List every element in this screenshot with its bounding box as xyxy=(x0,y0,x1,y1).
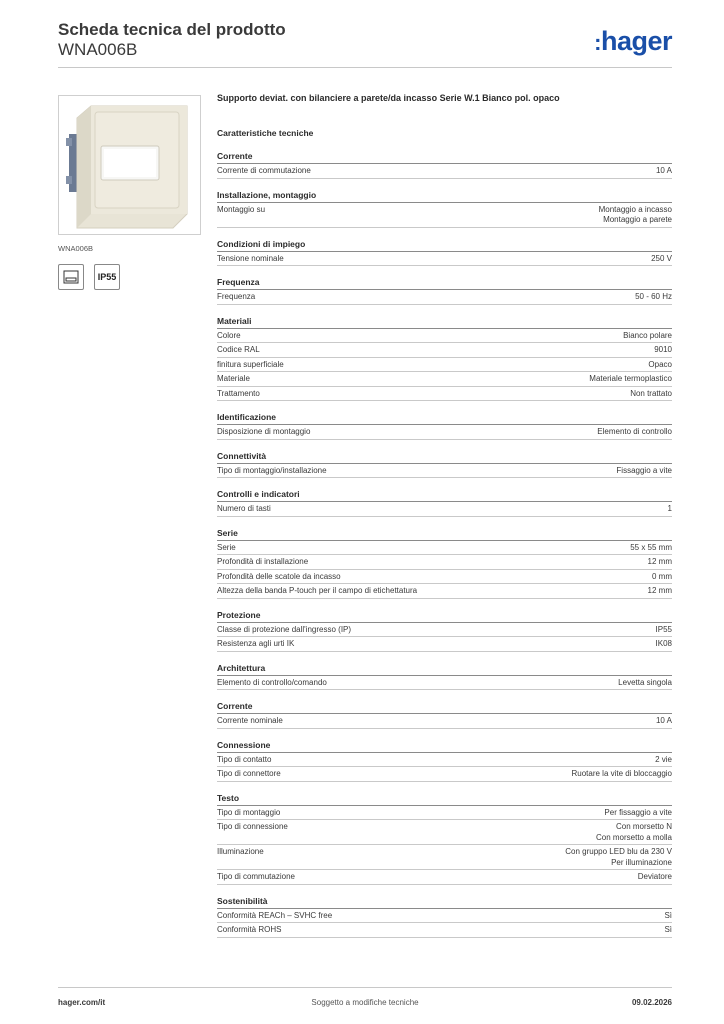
spec-value-line: Non trattato xyxy=(630,388,672,398)
spec-value xyxy=(648,586,672,597)
spec-value-line: Sì xyxy=(664,910,672,920)
spec-value xyxy=(668,504,672,515)
spec-row xyxy=(217,909,672,924)
spec-row xyxy=(217,753,672,768)
spec-value-line: Sì xyxy=(664,925,672,934)
spec-value xyxy=(589,374,672,385)
spec-label: Colore xyxy=(217,330,241,340)
spec-value xyxy=(635,292,672,303)
spec-label: Classe di protezione dall'ingresso (IP) xyxy=(217,624,352,634)
spec-value-line: 10 A xyxy=(655,166,672,175)
product-image xyxy=(58,95,201,235)
spec-value xyxy=(596,822,672,843)
spec-value-line: Montaggio a parete xyxy=(603,215,672,224)
spec-section xyxy=(217,663,672,691)
spec-value-line: Con gruppo LED blu da 230 V xyxy=(565,847,672,856)
spec-row xyxy=(217,714,672,729)
spec-value-line: 250 V xyxy=(651,253,672,263)
product-code: WNA006B xyxy=(58,40,138,59)
spec-label: Tipo di montaggio xyxy=(217,807,281,817)
spec-section-title: Serie xyxy=(217,528,672,541)
product-description: Supporto deviat. con bilanciere a parete/da incasso Serie W.1 Bianco pol. opaco xyxy=(217,93,560,103)
spec-value xyxy=(654,345,672,356)
spec-value-line: Con morsetto a molla xyxy=(595,832,672,842)
spec-value xyxy=(652,572,672,583)
spec-label: Disposizione di montaggio xyxy=(217,427,311,436)
spec-value xyxy=(630,389,672,400)
spec-label: Serie xyxy=(217,542,236,552)
spec-label: Conformità ROHS xyxy=(217,925,282,934)
spec-section xyxy=(217,610,672,652)
spec-value xyxy=(638,872,672,883)
tech-specs-heading: Caratteristiche tecniche xyxy=(217,128,314,138)
spec-section xyxy=(217,489,672,517)
spec-label: finitura superficiale xyxy=(217,359,284,369)
spec-label: Resistenza agli urti IK xyxy=(217,639,295,648)
spec-value-line: 0 mm xyxy=(652,571,672,581)
spec-section-title: Installazione, montaggio xyxy=(217,190,672,203)
spec-section-title: Condizioni di impiego xyxy=(217,239,672,252)
spec-label: Tipo di connessione xyxy=(217,822,288,831)
spec-row xyxy=(217,290,672,305)
spec-row xyxy=(217,252,672,267)
spec-value-line: 10 A xyxy=(655,716,672,725)
spec-label: Illuminazione xyxy=(217,847,264,856)
spec-value xyxy=(664,925,672,936)
spec-row xyxy=(217,358,672,373)
spec-value xyxy=(597,427,672,438)
spec-value xyxy=(618,678,672,689)
spec-value-line: Levetta singola xyxy=(618,677,672,687)
product-media xyxy=(58,95,203,290)
spec-section-title: Protezione xyxy=(217,610,672,623)
spec-row xyxy=(217,570,672,585)
spec-section xyxy=(217,316,672,402)
spec-label: Trattamento xyxy=(217,388,260,398)
spec-label: Tipo di connettore xyxy=(217,769,281,778)
spec-section xyxy=(217,701,672,729)
spec-value-line: Per illuminazione xyxy=(611,857,672,867)
spec-value-line: Ruotare la vite di bloccaggio xyxy=(571,769,672,778)
spec-value-line: 1 xyxy=(667,504,672,513)
spec-section-title: Testo xyxy=(217,793,672,806)
spec-section-title: Connessione xyxy=(217,740,672,753)
spec-row xyxy=(217,923,672,938)
spec-section xyxy=(217,740,672,782)
image-caption: WNA006B xyxy=(58,244,94,253)
spec-label: Frequenza xyxy=(217,292,256,301)
spec-value-line: 12 mm xyxy=(647,557,672,566)
spec-row xyxy=(217,555,672,570)
spec-value xyxy=(604,808,672,819)
spec-row xyxy=(217,584,672,599)
spec-section-title: Connettività xyxy=(217,451,672,464)
spec-row xyxy=(217,623,672,638)
spec-value-line: Fissaggio a vite xyxy=(616,465,672,475)
footer-divider xyxy=(58,987,672,988)
footer-note: Soggetto a modifiche tecniche xyxy=(311,998,419,1007)
spec-value xyxy=(648,360,672,371)
spec-value-line: IK08 xyxy=(655,639,672,648)
spec-section xyxy=(217,896,672,938)
spec-value xyxy=(599,205,672,226)
spec-value xyxy=(648,557,672,568)
spec-value xyxy=(656,639,672,650)
spec-section-title: Corrente xyxy=(217,151,672,164)
spec-row xyxy=(217,372,672,387)
spec-label: Numero di tasti xyxy=(217,504,271,513)
spec-value xyxy=(571,769,672,780)
spec-row xyxy=(217,502,672,517)
spec-value-line: IP55 xyxy=(655,624,672,634)
spec-row xyxy=(217,820,672,845)
spec-value-line: Elemento di controllo xyxy=(597,427,672,436)
logo-text: hager xyxy=(600,26,672,56)
spec-label: Elemento di controllo/comando xyxy=(217,677,327,687)
spec-row xyxy=(217,203,672,228)
spec-row xyxy=(217,425,672,440)
feature-badges xyxy=(58,264,203,290)
spec-label: Conformità REACh – SVHC free xyxy=(217,910,333,920)
footer-site-link[interactable]: hager.com/it xyxy=(58,998,106,1007)
spec-row xyxy=(217,845,672,870)
spec-label: Tipo di commutazione xyxy=(217,872,295,881)
spec-value-line: Opaco xyxy=(648,359,672,369)
spec-section xyxy=(217,528,672,599)
hager-logo[interactable]: :hager xyxy=(594,26,672,56)
spec-value xyxy=(565,847,672,868)
spec-row xyxy=(217,343,672,358)
spec-label: Corrente nominale xyxy=(217,716,283,725)
spec-label: Tipo di contatto xyxy=(217,754,272,764)
spec-section-title: Sostenibilità xyxy=(217,896,672,909)
spec-section-title: Identificazione xyxy=(217,412,672,425)
spec-value-line: Per fissaggio a vite xyxy=(604,807,672,817)
spec-row xyxy=(217,164,672,179)
spec-label: Montaggio su xyxy=(217,204,266,214)
spec-label: Profondità delle scatole da incasso xyxy=(217,571,341,581)
spec-value-line: Montaggio a incasso xyxy=(598,204,672,214)
spec-row xyxy=(217,676,672,691)
spec-sections xyxy=(217,151,672,938)
spec-value-line: 50 - 60 Hz xyxy=(635,292,672,301)
spec-row xyxy=(217,329,672,344)
spec-section-title: Frequenza xyxy=(217,277,672,290)
spec-row xyxy=(217,541,672,556)
spec-label: Tipo di montaggio/installazione xyxy=(217,465,327,475)
spec-label: Profondità di installazione xyxy=(217,557,309,566)
spec-value-line: Bianco polare xyxy=(623,330,672,340)
switch-panel-icon xyxy=(58,264,84,290)
spec-section xyxy=(217,277,672,305)
header-divider xyxy=(58,67,672,68)
spec-section xyxy=(217,151,672,179)
spec-value-line: Materiale termoplastico xyxy=(589,374,672,383)
spec-value xyxy=(655,755,672,766)
spec-value-line: 2 vie xyxy=(655,754,672,764)
switch-product-illustration xyxy=(59,96,200,234)
spec-row xyxy=(217,767,672,782)
spec-section xyxy=(217,412,672,440)
spec-sheet xyxy=(217,93,672,938)
spec-section-title: Corrente xyxy=(217,701,672,714)
ip55-badge: IP55 xyxy=(94,264,120,290)
spec-value xyxy=(616,466,672,477)
spec-value xyxy=(656,625,672,636)
spec-value xyxy=(651,254,672,265)
spec-section xyxy=(217,239,672,267)
spec-label: Materiale xyxy=(217,374,250,383)
spec-value-line: Deviatore xyxy=(637,872,672,881)
spec-row xyxy=(217,387,672,402)
spec-value-line: 12 mm xyxy=(647,586,672,595)
spec-value xyxy=(664,911,672,922)
spec-section-title: Materiali xyxy=(217,316,672,329)
spec-value-line: 55 x 55 mm xyxy=(630,542,672,552)
spec-value xyxy=(656,166,672,177)
page-title: Scheda tecnica del prodotto xyxy=(58,20,286,39)
spec-label: Codice RAL xyxy=(217,345,260,354)
spec-label: Tensione nominale xyxy=(217,253,284,263)
spec-row xyxy=(217,806,672,821)
spec-row xyxy=(217,870,672,885)
spec-value xyxy=(630,543,672,554)
spec-value-line: Con morsetto N xyxy=(615,822,672,831)
spec-label: Corrente di commutazione xyxy=(217,166,311,175)
spec-label: Altezza della banda P-touch per il campo di etichettatura xyxy=(217,586,418,595)
spec-section xyxy=(217,190,672,228)
spec-section xyxy=(217,451,672,479)
footer-date: 09.02.2026 xyxy=(631,998,672,1007)
spec-section-title: Architettura xyxy=(217,663,672,676)
spec-section-title: Controlli e indicatori xyxy=(217,489,672,502)
spec-value-line: 9010 xyxy=(654,345,672,354)
page-header xyxy=(58,20,286,60)
spec-row xyxy=(217,464,672,479)
spec-value xyxy=(656,716,672,727)
spec-value xyxy=(623,331,672,342)
spec-row xyxy=(217,637,672,652)
spec-section xyxy=(217,793,672,885)
